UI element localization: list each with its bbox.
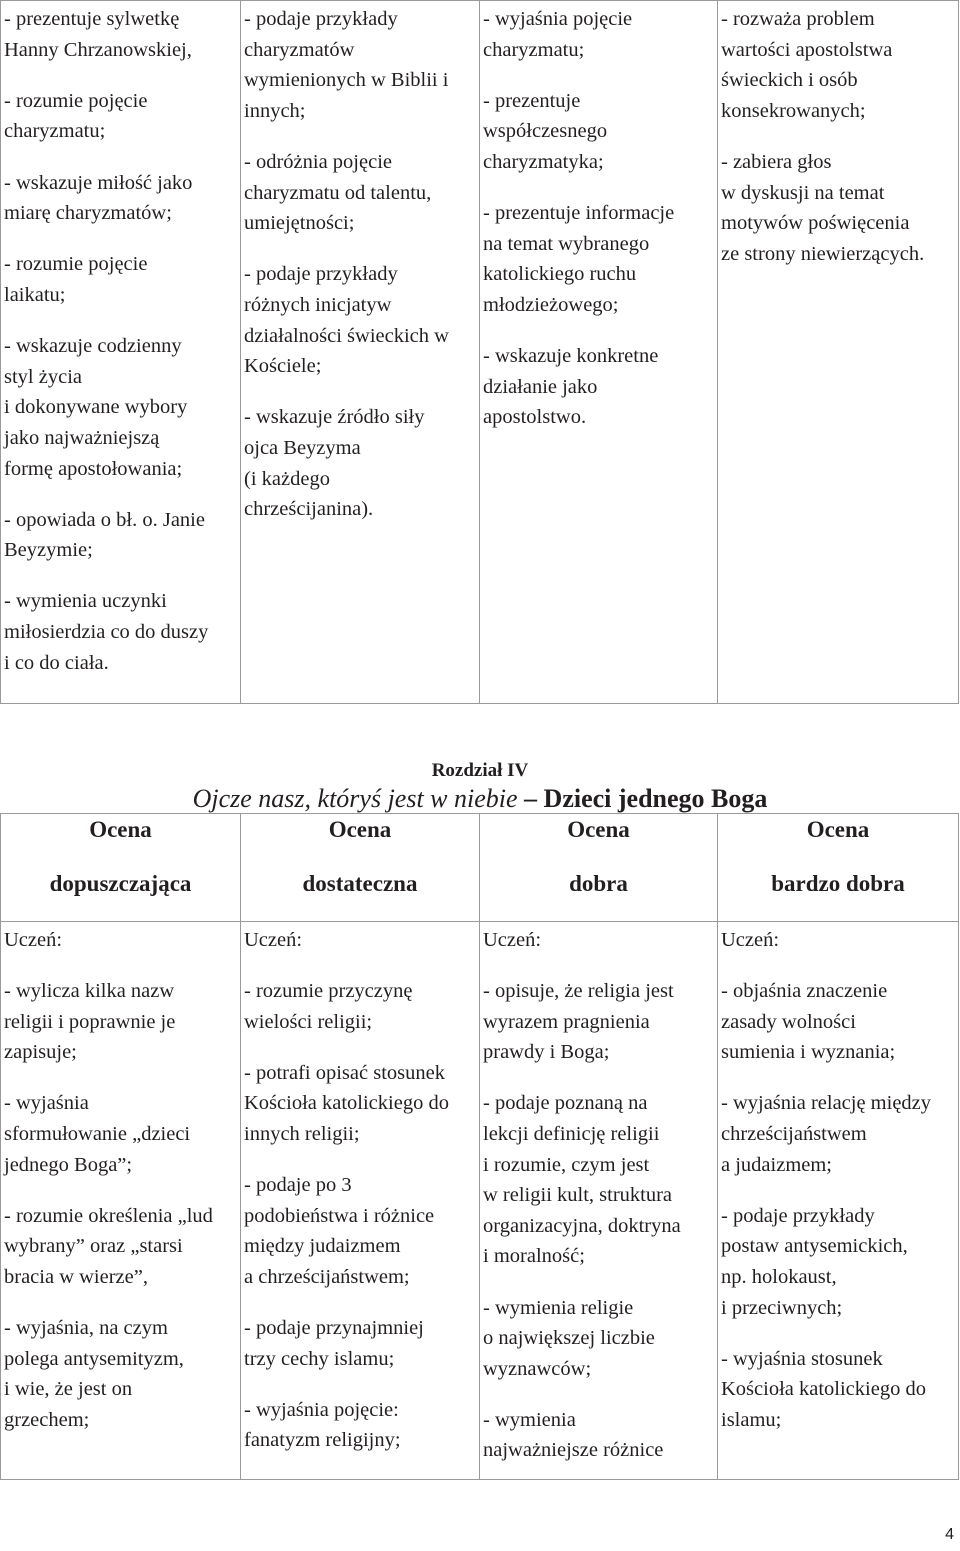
list-item: - wymienia najważniejsze różnice — [483, 1408, 664, 1462]
grade-list — [718, 922, 958, 1436]
list-item: - wyjaśnia, na czym polega antysemityzm, i wie, że jest on grzechem; — [4, 1317, 184, 1431]
chapter-title — [0, 783, 960, 815]
grade-header-dobra — [480, 814, 718, 922]
list-item: - podaje przykłady różnych inicjatyw działalności świeckich w Kościele; — [244, 263, 449, 378]
list-item: - wskazuje konkretne działanie jako apostolstwo. — [483, 345, 659, 429]
list-item: - podaje poznaną na lekcji definicję religii i rozumie, czym jest w religii kult, struktura organizacyjna, doktryna i moralność; — [483, 1092, 681, 1268]
grade-header-line2: dopuszczająca — [49, 871, 192, 896]
list-item: - wylicza kilka nazw religii i poprawnie je zapisuje; — [4, 979, 176, 1064]
chapter-title-separator: – — [517, 784, 544, 813]
grade-header-bardzo-dobra — [718, 814, 959, 922]
grade-header-line1: Ocena — [89, 817, 152, 842]
column-3-list — [480, 1, 717, 433]
list-item: - podaje przykłady postaw antysemickich, np. holokaust, i przeciwnych; — [721, 1204, 908, 1319]
column-3-cell — [480, 1, 718, 704]
column-1-list — [1, 1, 240, 678]
list-item: - wskazuje codzienny styl życia i dokonywane wybory jako najważniejszą formę apostołowania; — [4, 335, 188, 480]
list-item: - wyjaśnia sformułowanie „dzieci jednego Boga”; — [4, 1092, 191, 1176]
grade-column-bardzo-dobra — [718, 921, 959, 1479]
list-item: - wskazuje miłość jako miarę charyzmatów; — [4, 171, 193, 225]
list-item: - podaje przynajmniej trzy cechy islamu; — [244, 1317, 424, 1370]
list-item: - wymienia religie o największej liczbie wyznawców; — [483, 1296, 655, 1380]
grade-column-dopuszczajaca — [1, 921, 241, 1479]
column-2-cell — [241, 1, 480, 704]
list-item: - zabiera głos w dyskusji na temat motywów poświęcenia ze strony niewierzących. — [721, 150, 925, 265]
list-item: - rozumie pojęcie laikatu; — [4, 253, 148, 306]
list-item: - odróżnia pojęcie charyzmatu od talentu, umiejętności; — [244, 150, 432, 235]
list-item: - rozważa problem wartości apostolstwa świeckich i osób konsekrowanych; — [721, 8, 893, 122]
list-item: - opowiada o bł. o. Janie Beyzymie; — [4, 508, 205, 562]
grades-body-row — [1, 921, 959, 1479]
list-item: Uczeń: — [721, 928, 780, 951]
grade-list — [1, 922, 240, 1436]
column-4-list — [718, 1, 958, 269]
chapter-title-bold: Dzieci jednego Boga — [543, 784, 768, 813]
grade-column-dobra — [480, 921, 718, 1479]
competency-table-continued — [0, 0, 959, 704]
list-item: - podaje po 3 podobieństwa i różnice między judaizmem a chrześcijaństwem; — [244, 1174, 435, 1288]
list-item: - prezentuje informacje na temat wybranego katolickiego ruchu młodzieżowego; — [483, 202, 675, 316]
grade-header-line1: Ocena — [806, 817, 870, 842]
grade-header-line2: dostateczna — [302, 871, 418, 896]
list-item: Uczeń: — [4, 928, 63, 951]
grades-header-row — [1, 814, 959, 922]
grades-table — [0, 813, 959, 1480]
list-item: - potrafi opisać stosunek Kościoła katolickiego do innych religii; — [244, 1061, 449, 1145]
list-item: - wyjaśnia relację między chrześcijaństwem a judaizmem; — [721, 1092, 932, 1176]
column-2-list — [241, 1, 479, 525]
list-item: - podaje przykłady charyzmatów wymienionych w Biblii i innych; — [244, 8, 449, 122]
list-item: - wyjaśnia pojęcie charyzmatu; — [483, 8, 633, 61]
list-item: - wymienia uczynki miłosierdzia co do duszy i co do ciała. — [4, 590, 209, 674]
list-item: Uczeń: — [483, 928, 542, 951]
list-item: Uczeń: — [244, 928, 303, 951]
grade-header-line2: bardzo dobra — [771, 871, 905, 896]
page-number: 4 — [945, 1526, 954, 1543]
list-item: - wyjaśnia pojęcie: fanatyzm religijny; — [244, 1398, 401, 1452]
grade-header-line2: dobra — [569, 871, 628, 896]
list-item: - opisuje, że religia jest wyrazem pragnienia prawdy i Boga; — [483, 979, 674, 1064]
chapter-label: Rozdział IV — [431, 760, 529, 781]
grade-header-line1: Ocena — [328, 817, 392, 842]
chapter-title-italic: Ojcze nasz, któryś jest w niebie — [192, 784, 518, 813]
list-item: - wyjaśnia stosunek Kościoła katolickiego do islamu; — [721, 1347, 926, 1431]
column-1-cell — [1, 1, 241, 704]
list-item: - prezentuje współczesnego charyzmatyka; — [483, 89, 608, 173]
grade-column-dostateczna — [241, 921, 480, 1479]
list-item: - rozumie przyczynę wielości religii; — [244, 979, 413, 1033]
grade-header-dostateczna — [241, 814, 480, 922]
grade-list — [241, 922, 479, 1456]
list-item: - rozumie pojęcie charyzmatu; — [4, 89, 148, 143]
list-item: - objaśnia znaczenie zasady wolności sumienia i wyznania; — [721, 979, 896, 1064]
grade-list — [480, 922, 717, 1466]
column-4-cell — [718, 1, 959, 704]
list-item: - wskazuje źródło siły ojca Beyzyma (i każdego chrześcijanina). — [244, 406, 425, 521]
grade-header-dopuszczajaca — [1, 814, 241, 922]
list-item: - prezentuje sylwetkę Hanny Chrzanowskiej, — [4, 8, 192, 61]
grade-header-line1: Ocena — [567, 817, 630, 842]
list-item: - rozumie określenia „lud wybrany” oraz „starsi bracia w wierze”, — [4, 1204, 213, 1288]
